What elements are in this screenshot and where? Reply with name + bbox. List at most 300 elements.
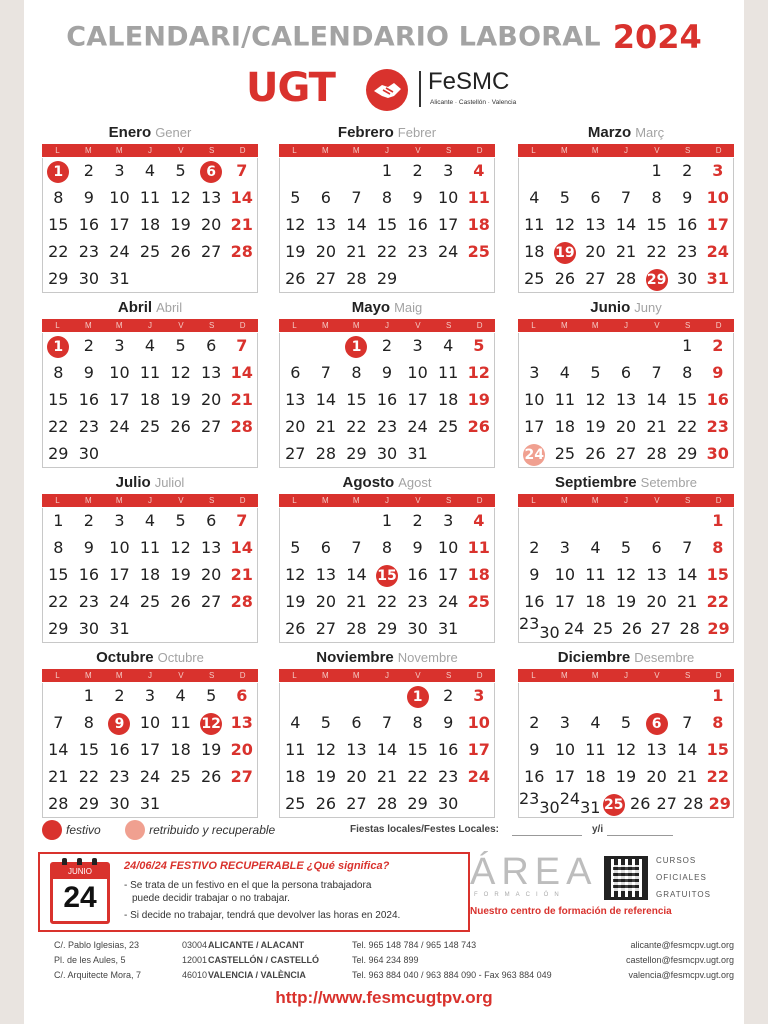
weekday-label: S (446, 146, 452, 155)
week-row (280, 333, 494, 359)
weekday-label: M (591, 496, 599, 505)
day-cell: 18 (139, 215, 161, 234)
day-cell: 28 (646, 444, 667, 463)
day-cell: 19 (615, 592, 637, 611)
day-cell: 18 (139, 565, 161, 584)
day-cell (311, 508, 342, 534)
month-diciembre (518, 647, 734, 818)
day-cell: 5 (620, 713, 632, 732)
day-cell: 10 (407, 363, 428, 382)
day-cell: 25 (592, 619, 614, 638)
office-address: Pl. de les Aules, 5 (54, 955, 126, 965)
day-cell: 15 (407, 740, 428, 759)
holiday-day: 1 (345, 336, 367, 358)
day-cell (196, 791, 227, 817)
weekday-label: M (560, 671, 568, 680)
legend (42, 820, 732, 842)
weekday-label: D (239, 496, 246, 505)
day-cell: 11 (139, 188, 161, 207)
day-cell: 27 (285, 444, 306, 463)
day-grid (518, 333, 734, 468)
weekday-label: J (624, 496, 628, 505)
info-line-2: puede decidir trabajar o no trabajar. (132, 893, 290, 904)
day-cell: 4 (144, 336, 156, 355)
day-cell: 21 (346, 242, 367, 261)
day-cell (550, 508, 581, 534)
holiday-day: 9 (108, 713, 130, 735)
day-cell: 18 (467, 215, 490, 234)
footer-addresses (54, 940, 734, 990)
day-cell: 3 (443, 511, 454, 530)
festivo-dot-icon (42, 820, 62, 840)
weekday-label: M (84, 321, 92, 330)
day-cell (560, 791, 601, 817)
day-cell: 6 (206, 336, 217, 355)
month-noviembre (279, 647, 495, 818)
day-cell: 9 (83, 538, 94, 557)
day-cell: 6 (590, 188, 601, 207)
month-name-valencian: Gener (155, 125, 192, 140)
day-cell: 6 (290, 363, 301, 382)
day-cell: 9 (712, 363, 724, 382)
day-cell (433, 441, 464, 467)
day-cell: 4 (473, 161, 485, 180)
weekday-header (518, 144, 734, 157)
weekday-label: S (209, 146, 215, 155)
week-row (280, 441, 494, 467)
qr-code-icon[interactable] (604, 856, 648, 900)
week-row (519, 333, 733, 359)
day-cell: 17 (139, 740, 161, 759)
day-cell: 19 (201, 740, 222, 759)
day-cell: 14 (230, 188, 253, 207)
day-cell: 30 (78, 444, 100, 463)
weekday-label: D (476, 496, 483, 505)
day-cell: 20 (230, 740, 253, 759)
day-cell: 12 (554, 215, 576, 234)
day-cell: 1 (83, 686, 94, 705)
weekday-label: S (209, 496, 215, 505)
day-cell: 27 (346, 794, 367, 813)
day-cell: 23 (78, 242, 100, 261)
website-link[interactable]: http://www.fesmcugtpv.org (275, 988, 493, 1007)
day-cell (104, 441, 135, 467)
month-junio (518, 297, 734, 468)
day-cell: 22 (706, 592, 729, 611)
day-cell (672, 508, 703, 534)
weekday-label: M (321, 496, 329, 505)
week-row (280, 710, 494, 736)
day-cell (402, 266, 433, 292)
holiday-day: 1 (47, 161, 69, 183)
day-cell: 19 (615, 767, 637, 786)
week-row (43, 589, 257, 615)
day-cell: 26 (170, 592, 191, 611)
day-cell: 25 (139, 592, 161, 611)
weekday-label: L (55, 321, 60, 330)
month-name: Agosto (342, 474, 395, 491)
day-cell: 14 (315, 390, 337, 409)
day-cell: 7 (381, 713, 393, 732)
day-cell: 14 (376, 740, 398, 759)
day-cell: 27 (656, 794, 677, 813)
day-cell (135, 616, 166, 642)
day-cell (226, 791, 257, 817)
weekday-label: S (209, 321, 215, 330)
day-cell: 18 (285, 767, 306, 786)
day-cell: 29 (677, 444, 698, 463)
day-cell: 20 (646, 767, 667, 786)
week-row (43, 360, 257, 386)
day-cell: 9 (83, 363, 94, 382)
day-cell: 7 (236, 336, 248, 355)
day-cell: 11 (467, 188, 490, 207)
day-cell: 21 (230, 565, 253, 584)
day-cell: 16 (407, 565, 428, 584)
day-cell (641, 683, 672, 709)
office-address: C/. Pablo Iglesias, 23 (54, 940, 140, 950)
month-title (518, 297, 734, 319)
weekday-label: M (352, 146, 360, 155)
weekday-label: M (115, 496, 123, 505)
weekday-label: V (654, 496, 660, 505)
day-cell: 8 (651, 188, 662, 207)
day-cell (580, 683, 611, 709)
day-cell: 1 (682, 336, 693, 355)
day-cell (519, 683, 550, 709)
weekday-label: J (624, 671, 628, 680)
page-title (24, 18, 744, 62)
day-cell: 19 (170, 565, 191, 584)
day-cell: 18 (170, 740, 191, 759)
weekday-header (279, 494, 495, 507)
day-cell: 24 (109, 417, 130, 436)
month-title (42, 122, 258, 144)
holiday-day: 25 (603, 794, 625, 816)
day-cell: 12 (170, 363, 191, 382)
week-row (43, 441, 257, 467)
weekday-header (42, 319, 258, 332)
week-row (519, 158, 733, 184)
month-title (279, 122, 495, 144)
day-cell (611, 683, 642, 709)
day-cell (519, 333, 550, 359)
day-cell: 28 (679, 619, 700, 638)
day-cell: 26 (554, 269, 576, 288)
postal-code: 03004 (182, 940, 208, 950)
day-cell: 7 (236, 161, 248, 180)
day-cell: 15 (706, 565, 729, 584)
week-row (43, 616, 257, 642)
day-cell: 17 (706, 215, 729, 234)
day-cell: 30 (109, 794, 130, 813)
week-row (519, 185, 733, 211)
month-title (518, 472, 734, 494)
day-cell: 9 (529, 565, 540, 584)
day-cell: 7 (651, 363, 662, 382)
week-row (280, 212, 494, 238)
day-cell (641, 508, 672, 534)
month-name: Octubre (96, 649, 154, 666)
day-cell: 25 (139, 242, 161, 261)
office-email[interactable]: castellon@fesmcpv.ugt.org (625, 955, 734, 965)
holiday-day: 19 (554, 242, 576, 264)
day-cell: 16 (78, 565, 100, 584)
day-cell: 28 (230, 592, 253, 611)
day-cell: 10 (706, 188, 729, 207)
weekday-label: L (292, 671, 297, 680)
day-cell: 30 (677, 269, 698, 288)
weekday-label: M (321, 671, 329, 680)
office-email[interactable]: valencia@fesmcpv.ugt.org (628, 970, 734, 980)
title-year: 2024 (612, 18, 702, 56)
weekday-label: S (685, 671, 691, 680)
day-cell: 9 (381, 363, 393, 382)
day-cell (372, 683, 403, 709)
day-cell: 17 (109, 565, 130, 584)
day-cell (550, 683, 581, 709)
month-marzo (518, 122, 734, 293)
recuperable-dot-icon (125, 820, 145, 840)
month-name: Mayo (351, 299, 391, 316)
info-line-3: - Si decide no trabajar, tendrá que devolver las horas en 2024. (124, 910, 401, 921)
day-cell: 3 (443, 161, 454, 180)
office-phone: Tel. 964 234 899 (352, 955, 419, 965)
day-cell: 2 (83, 161, 94, 180)
week-row (280, 683, 494, 709)
weekday-label: D (239, 671, 246, 680)
day-cell (196, 266, 227, 292)
weekday-label: L (55, 496, 60, 505)
day-cell: 15 (706, 740, 729, 759)
day-cell (672, 683, 703, 709)
day-cell: 2 (682, 161, 693, 180)
day-split-top: 23 (519, 789, 540, 808)
day-cell: 24 (109, 242, 130, 261)
day-cell: 29 (407, 794, 428, 813)
day-cell: 14 (48, 740, 69, 759)
day-cell (165, 441, 196, 467)
office-email[interactable]: alicante@fesmcpv.ugt.org (630, 940, 734, 950)
legend-festivo: festivo (66, 823, 101, 837)
day-cell: 23 (677, 242, 698, 261)
day-cell: 30 (78, 619, 100, 638)
day-cell: 27 (315, 619, 337, 638)
day-cell (519, 158, 550, 184)
day-grid (518, 683, 734, 818)
weekday-label: L (531, 671, 536, 680)
day-cell (341, 333, 372, 359)
day-cell: 22 (646, 242, 667, 261)
day-cell: 4 (443, 336, 454, 355)
day-cell: 5 (590, 363, 601, 382)
day-cell: 12 (285, 565, 306, 584)
day-cell (135, 266, 166, 292)
day-cell (341, 158, 372, 184)
weekday-header (518, 669, 734, 682)
day-cell: 20 (646, 592, 667, 611)
weekday-label: L (531, 496, 536, 505)
day-cell: 12 (170, 188, 191, 207)
weekday-label: D (715, 496, 722, 505)
day-cell: 2 (412, 511, 423, 530)
month-title (42, 472, 258, 494)
day-cell (641, 710, 672, 736)
cursos-line-2: OFICIALES (656, 873, 707, 882)
day-cell: 19 (170, 390, 191, 409)
holiday-day: 6 (200, 161, 222, 183)
day-cell: 29 (376, 269, 398, 288)
day-cell (641, 266, 672, 292)
week-row (43, 333, 257, 359)
day-cell (311, 683, 342, 709)
day-cell: 18 (585, 767, 606, 786)
month-title (518, 122, 734, 144)
day-cell: 21 (346, 592, 367, 611)
day-cell: 15 (48, 390, 69, 409)
day-cell: 11 (438, 363, 459, 382)
day-cell: 14 (677, 565, 698, 584)
week-row (280, 737, 494, 763)
day-split-top: 24 (559, 789, 581, 808)
month-title (42, 647, 258, 669)
week-row (519, 239, 733, 265)
day-cell: 7 (351, 188, 362, 207)
weekday-label: J (624, 321, 628, 330)
week-row (43, 562, 257, 588)
day-cell: 21 (646, 417, 667, 436)
day-cell: 14 (230, 538, 253, 557)
day-cell: 30 (78, 269, 100, 288)
week-row (280, 239, 494, 265)
day-cell: 11 (467, 538, 490, 557)
day-cell: 8 (351, 363, 362, 382)
day-cell: 6 (320, 188, 331, 207)
day-cell: 12 (615, 740, 637, 759)
weekday-header (518, 494, 734, 507)
day-cell: 30 (438, 794, 459, 813)
day-cell (226, 441, 257, 467)
day-cell (280, 158, 311, 184)
week-row (280, 589, 494, 615)
day-cell: 23 (706, 417, 729, 436)
day-cell: 26 (285, 619, 306, 638)
day-cell (463, 441, 494, 467)
day-cell: 10 (554, 565, 576, 584)
month-julio (42, 472, 258, 643)
info-box (38, 852, 470, 932)
day-cell: 3 (529, 363, 540, 382)
weekday-header (279, 669, 495, 682)
day-cell: 24 (407, 417, 428, 436)
weekday-header (279, 319, 495, 332)
day-cell: 2 (443, 686, 454, 705)
day-cell: 23 (109, 767, 130, 786)
day-cell: 26 (467, 417, 490, 436)
weekday-label: J (148, 496, 152, 505)
week-row (280, 414, 494, 440)
day-cell (341, 508, 372, 534)
day-cell: 16 (524, 767, 545, 786)
day-cell: 3 (114, 161, 125, 180)
day-cell: 27 (201, 417, 222, 436)
day-cell: 12 (315, 740, 337, 759)
day-cell: 24 (438, 592, 459, 611)
week-row (519, 764, 733, 790)
logo (246, 66, 536, 112)
day-cell: 23 (407, 592, 428, 611)
week-row (280, 508, 494, 534)
day-cell: 11 (524, 215, 545, 234)
day-cell: 17 (438, 565, 459, 584)
day-cell: 22 (706, 767, 729, 786)
weekday-label: L (55, 146, 60, 155)
weekday-header (518, 319, 734, 332)
day-cell: 1 (651, 161, 662, 180)
month-name-valencian: Novembre (397, 650, 458, 665)
day-cell: 3 (114, 511, 125, 530)
weekday-label: V (654, 146, 660, 155)
day-cell: 7 (53, 713, 64, 732)
week-row (519, 791, 733, 817)
month-octubre (42, 647, 258, 818)
day-grid (42, 333, 258, 468)
day-cell (280, 683, 311, 709)
day-cell: 6 (651, 538, 662, 557)
day-cell: 22 (677, 417, 698, 436)
day-cell: 25 (524, 269, 545, 288)
day-cell (226, 266, 257, 292)
day-cell (519, 791, 560, 817)
day-cell: 18 (524, 242, 545, 261)
day-cell: 15 (48, 215, 69, 234)
day-cell: 12 (170, 538, 191, 557)
day-cell: 25 (285, 794, 306, 813)
day-cell: 8 (381, 188, 393, 207)
day-cell: 2 (529, 538, 540, 557)
day-cell: 28 (230, 242, 253, 261)
month-name: Diciembre (557, 649, 631, 666)
day-cell: 21 (230, 215, 253, 234)
week-row (280, 266, 494, 292)
weekday-header (42, 144, 258, 157)
day-cell (580, 508, 611, 534)
day-cell: 28 (48, 794, 69, 813)
day-cell (580, 333, 611, 359)
day-cell: 12 (585, 390, 606, 409)
postal-code: 12001 (182, 955, 208, 965)
day-cell: 10 (139, 713, 161, 732)
day-cell: 8 (712, 713, 724, 732)
day-cell: 22 (48, 592, 69, 611)
day-cell: 22 (376, 592, 398, 611)
day-cell: 20 (585, 242, 606, 261)
day-cell: 3 (559, 713, 570, 732)
day-cell: 7 (320, 363, 331, 382)
day-cell: 16 (438, 740, 459, 759)
day-cell: 2 (412, 161, 423, 180)
day-cell: 2 (83, 336, 94, 355)
day-cell: 27 (650, 619, 671, 638)
day-cell: 7 (620, 188, 632, 207)
weekday-label: J (385, 321, 389, 330)
day-cell: 25 (438, 417, 459, 436)
day-cell: 12 (285, 215, 306, 234)
day-cell: 24 (438, 242, 459, 261)
day-cell: 15 (78, 740, 100, 759)
day-cell (600, 791, 627, 817)
day-cell: 26 (285, 269, 306, 288)
